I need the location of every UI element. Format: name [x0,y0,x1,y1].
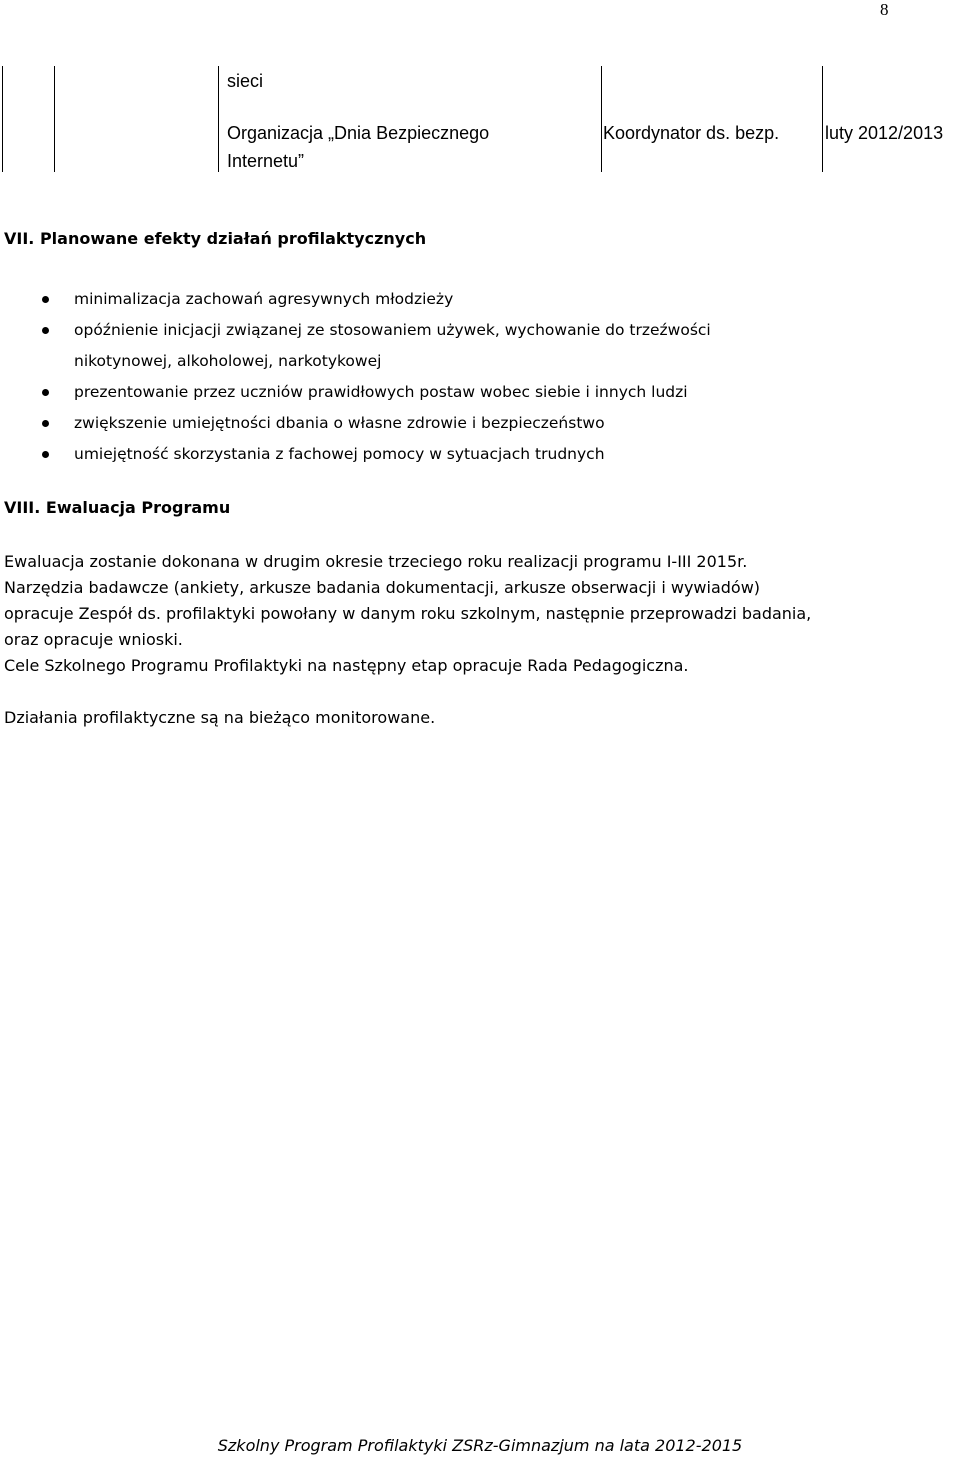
table-cell-task-line2: Internetu” [227,151,305,171]
list-item-text: prezentowanie przez uczniów prawidłowych postaw wobec siebie i innych ludzi [74,383,688,401]
page-number: 8 [880,0,889,19]
list-item [42,439,711,470]
table-divider-2 [218,66,219,172]
list-item [42,315,711,377]
paragraph-line: Narzędzia badawcze (ankiety, arkusze badania dokumentacji, arkusze obserwacji i wywiadów) [4,578,761,597]
table-border-left [2,66,3,172]
list-item-text: zwiększenie umiejętności dbania o własne zdrowie i bezpieczeństwo [74,414,605,432]
paragraph-line: oraz opracuje wnioski. [4,630,183,649]
paragraph-line: Ewaluacja zostanie dokonana w drugim okresie trzeciego roku realizacji programu I-III 2015r. [4,552,748,571]
bullet-icon [42,327,49,334]
paragraph-line: Cele Szkolnego Programu Profilaktyki na następny etap opracuje Rada Pedagogiczna. [4,656,689,675]
list-item-text: umiejętność skorzystania z fachowej pomocy w sytuacjach trudnych [74,445,605,463]
list-item-text: minimalizacja zachowań agresywnych młodzieży [74,290,454,308]
table-divider-3 [601,66,602,172]
closing-statement: Działania profilaktyczne są na bieżąco monitorowane. [4,708,436,727]
table-cell-fragment: sieci [227,71,264,91]
list-item [42,377,711,408]
paragraph-line: opracuje Zespół ds. profilaktyki powołany w danym roku szkolnym, następnie przeprowadzi badania, [4,604,812,623]
section-8-heading: VIII. Ewaluacja Programu [4,498,231,517]
table-cell-date: luty 2012/2013 [825,123,944,143]
table-divider-1 [54,66,55,172]
table-cell-task [227,119,489,175]
table-cell-task-line1: Organizacja „Dnia Bezpiecznego [227,123,490,143]
page-footer: Szkolny Program Profilaktyki ZSRz-Gimnazjum na lata 2012-2015 [217,1436,743,1455]
evaluation-paragraph [4,549,811,679]
effects-list [42,284,711,470]
bullet-icon [42,420,49,427]
bullet-icon [42,296,49,303]
list-item [42,408,711,439]
list-item-text-continuation: nikotynowej, alkoholowej, narkotykowej [74,352,382,370]
bullet-icon [42,451,49,458]
table-divider-4 [822,66,823,172]
list-item-text: opóźnienie inicjacji związanej ze stosowaniem używek, wychowanie do trzeźwości [74,321,711,339]
list-item [42,284,711,315]
bullet-icon [42,389,49,396]
table-cell-responsible: Koordynator ds. bezp. [603,123,780,143]
section-7-heading: VII. Planowane efekty działań profilaktycznych [4,229,427,248]
